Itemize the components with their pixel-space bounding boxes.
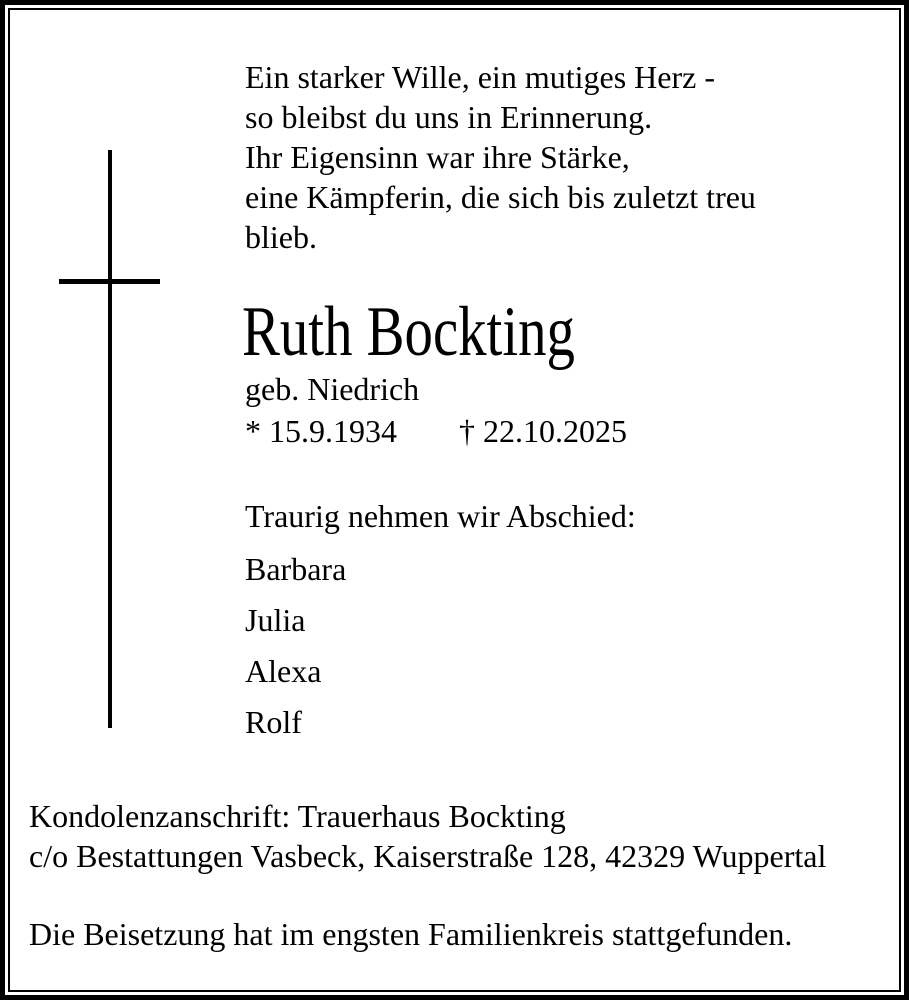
death-date: † 22.10.2025 [459, 413, 627, 449]
memorial-verse-line: Ihr Eigensinn war ihre Stärke, [245, 139, 630, 175]
memorial-verse [245, 57, 756, 257]
mourners-list [245, 544, 346, 748]
cross-horizontal-bar [59, 279, 160, 284]
life-dates [245, 414, 665, 454]
burial-note: Die Beisetzung hat im engsten Familienkreis stattgefunden. [29, 916, 793, 952]
deceased-name: Ruth Bockting [242, 293, 575, 371]
birth-date: * 15.9.1934 [245, 413, 397, 449]
condolence-address-line: Kondolenzanschrift: Trauerhaus Bockting [29, 798, 566, 834]
mourner-name: Alexa [245, 653, 322, 689]
condolence-address-line: c/o Bestattungen Vasbeck, Kaiserstraße 128, 42329 Wuppertal [29, 838, 827, 874]
memorial-verse-line: eine Kämpferin, die sich bis zuletzt treu [245, 179, 756, 215]
maiden-name: geb. Niedrich [245, 371, 420, 407]
memorial-verse-line: blieb. [245, 219, 317, 255]
memorial-verse-line: Ein starker Wille, ein mutiges Herz - [245, 59, 715, 95]
mourner-name: Julia [245, 602, 306, 638]
condolence-address [29, 796, 826, 876]
cross-vertical-bar [108, 150, 112, 728]
mourner-name: Rolf [245, 704, 302, 740]
farewell-heading: Traurig nehmen wir Abschied: [245, 498, 636, 534]
mourner-name: Barbara [245, 551, 347, 587]
memorial-verse-line: so bleibst du uns in Erinnerung. [245, 99, 653, 135]
